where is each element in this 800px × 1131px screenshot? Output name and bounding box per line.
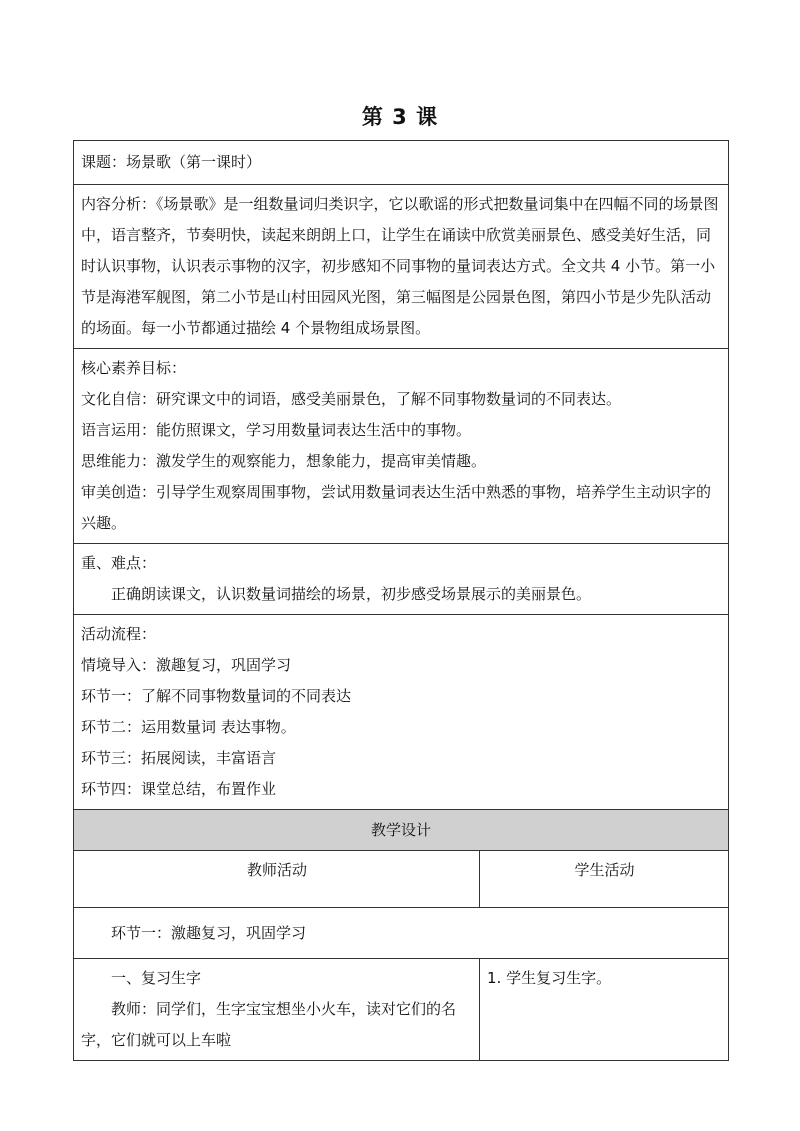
core-goal-item: 语言运用：能仿照课文，学习用数量词表达生活中的事物。 (81, 421, 472, 439)
core-goals-cell (74, 349, 729, 544)
core-goals-heading: 核心素养目标： (81, 359, 187, 377)
lesson-topic-row (74, 141, 729, 185)
core-goal-item: 文化自信：研究课文中的词语，感受美丽景色，了解不同事物数量词的不同表达。 (81, 390, 622, 408)
activity-flow-cell (74, 615, 729, 810)
column-header-row (74, 851, 729, 908)
core-goals-row (74, 349, 729, 544)
student-col-label: 学生活动 (574, 861, 635, 879)
student-step-cell (480, 959, 729, 1061)
core-goal-item: 审美创造：引导学生观察周围事物，尝试用数量词表达生活中熟悉的事物，培养学生主动识字的兴趣。 (81, 483, 712, 532)
key-points-row (74, 544, 729, 615)
student-step-text: 1. 学生复习生字。 (487, 969, 612, 987)
design-header: 教学设计 (371, 820, 432, 839)
content-analysis-row (74, 185, 729, 349)
activity-flow-item: 环节二：运用数量词 表达事物。 (81, 718, 296, 736)
key-points-heading: 重、难点： (81, 554, 157, 572)
section1-cell (74, 908, 729, 959)
key-points-cell (74, 544, 729, 615)
teacher-col-header (74, 851, 480, 908)
activity-flow-item: 情境导入：激趣复习，巩固学习 (81, 656, 292, 674)
activity-flow-heading: 活动流程： (81, 625, 157, 643)
activity-flow-item: 环节三：拓展阅读，丰富语言 (81, 749, 277, 767)
activity-flow-item: 环节一：了解不同事物数量词的不同表达 (81, 687, 352, 705)
teacher-step-cell (74, 959, 480, 1061)
teacher-step-title: 一、复习生字 (111, 969, 202, 987)
lesson-topic: 课题：场景歌（第一课时） (81, 153, 262, 171)
activity-flow-row (74, 615, 729, 810)
design-header-row (74, 810, 729, 851)
activity-flow-item: 环节四：课堂总结，布置作业 (81, 780, 277, 798)
student-col-header (480, 851, 729, 908)
content-analysis-cell (74, 185, 729, 349)
design-header-cell (74, 810, 729, 851)
step1-row (74, 959, 729, 1061)
key-points-text: 正确朗读课文，认识数量词描绘的场景，初步感受场景展示的美丽景色。 (111, 585, 592, 603)
section1-title: 环节一：激趣复习，巩固学习 (111, 923, 307, 942)
page-title: 第 3 课 (361, 105, 439, 129)
teacher-col-label: 教师活动 (246, 861, 307, 879)
content-analysis-text: 内容分析：《场景歌》是一组数量词归类识字，它以歌谣的形式把数量词集中在四幅不同的场景图中，语言整齐，节奏明快，读起来朗朗上口，让学生在诵读中欣赏美丽景色、感受美好生活，同时认识事物，认识表示事物的汉字，初步感知不同事物的量词表达方式。全文共 4 小节。第一小节是海港军舰图，第二小节是山村田园风光图，第三幅图是公园景色图，第四小节是少先队活动的场面。每一小节都通过描绘 4 个景物组成场景图。 (81, 195, 719, 337)
section1-row (74, 908, 729, 959)
core-goal-item: 思维能力：激发学生的观察能力，想象能力，提高审美情趣。 (81, 452, 487, 470)
lesson-plan-table (73, 140, 729, 1061)
teacher-step-text: 教师：同学们，生字宝宝想坐小火车，读对它们的名字，它们就可以上车啦 (81, 1000, 457, 1049)
lesson-topic-cell (74, 141, 729, 185)
